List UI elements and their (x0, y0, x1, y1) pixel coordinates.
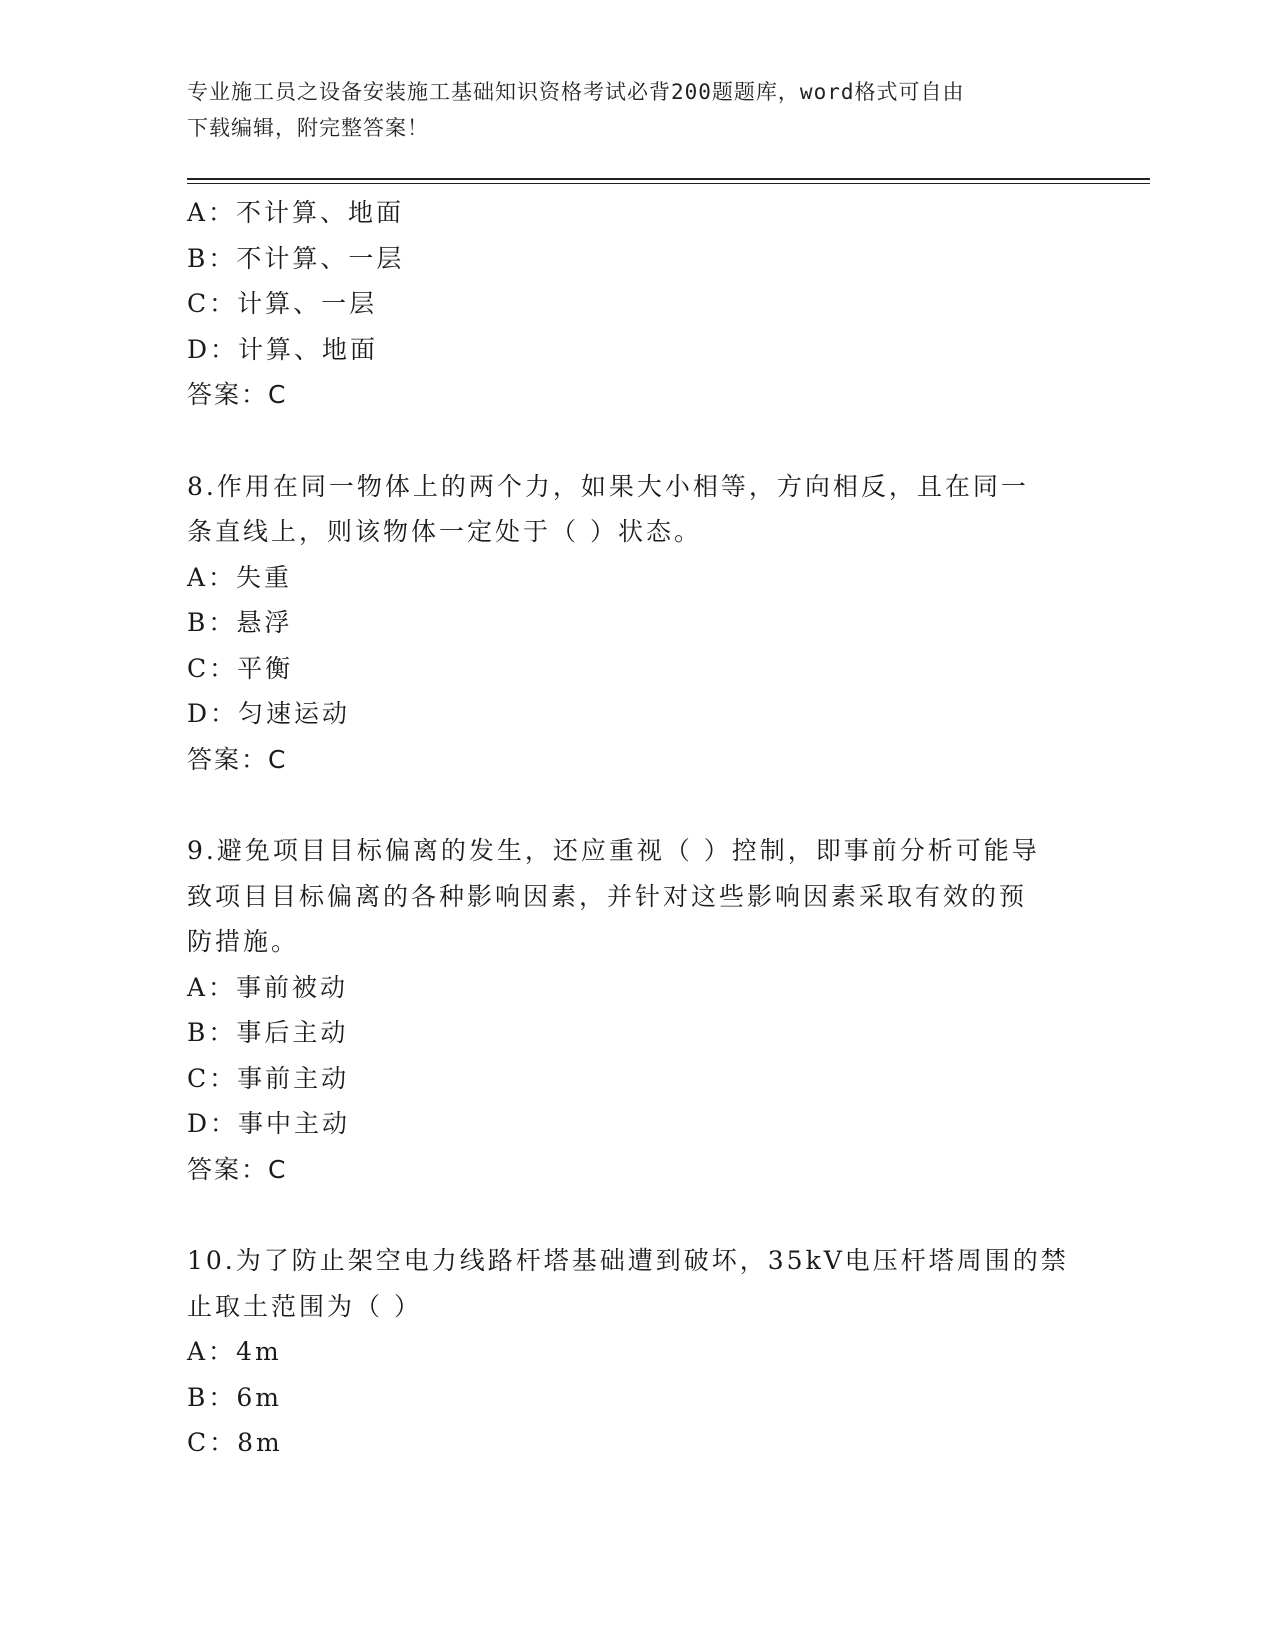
question-stem: 条直线上，则该物体一定处于（ ）状态。 (187, 517, 702, 546)
option-d: D：计算、地面 (187, 334, 379, 364)
spacer (187, 1192, 1087, 1238)
answer: 答案：C (187, 744, 288, 774)
question-10 (187, 1238, 1087, 1466)
option-b: B：悬浮 (187, 608, 293, 637)
option-c: C：计算、一层 (187, 289, 378, 318)
question-9 (187, 828, 1087, 1192)
question-stem: 防措施。 (187, 927, 300, 956)
header-line-1: 专业施工员之设备安装施工基础知识资格考试必背200题题库，word格式可自由 (187, 80, 965, 104)
question-list (187, 190, 1087, 1466)
question-stem: 10.为了防止架空电力线路杆塔基础遭到破坏，35kV电压杆塔周围的禁 (187, 1246, 1069, 1275)
option-c: C：平衡 (187, 653, 294, 683)
option-b: B：事后主动 (187, 1018, 349, 1047)
option-a: A：4m (187, 1337, 282, 1366)
answer: 答案：C (187, 380, 288, 409)
option-b: B：6m (187, 1382, 282, 1412)
option-d: D：匀速运动 (187, 699, 351, 728)
spacer (187, 782, 1087, 828)
header-divider-thin (187, 183, 1150, 184)
option-c: C：事前主动 (187, 1063, 350, 1093)
question-stem: 9.避免项目目标偏离的发生，还应重视（ ）控制，即事前分析可能导 (187, 836, 1040, 865)
question-stem: 致项目目标偏离的各种影响因素，并针对这些影响因素采取有效的预 (187, 881, 1028, 911)
document-header (187, 74, 1067, 146)
question-8 (187, 464, 1087, 783)
option-b: B：不计算、一层 (187, 243, 405, 273)
question-stem: 8.作用在同一物体上的两个力，如果大小相等，方向相反，且在同一 (187, 471, 1029, 501)
header-line-2: 下载编辑，附完整答案！ (187, 116, 429, 140)
option-a: A：事前被动 (187, 972, 349, 1002)
answer: 答案：C (187, 1154, 288, 1184)
option-a: A：不计算、地面 (187, 198, 405, 227)
option-a: A：失重 (187, 562, 293, 592)
header-divider (187, 178, 1150, 180)
question-stem: 止取土范围为（ ） (187, 1291, 422, 1321)
spacer (187, 418, 1087, 464)
option-d: D：事中主动 (187, 1109, 351, 1138)
question-7 (187, 190, 1087, 418)
option-c: C：8m (187, 1428, 283, 1457)
